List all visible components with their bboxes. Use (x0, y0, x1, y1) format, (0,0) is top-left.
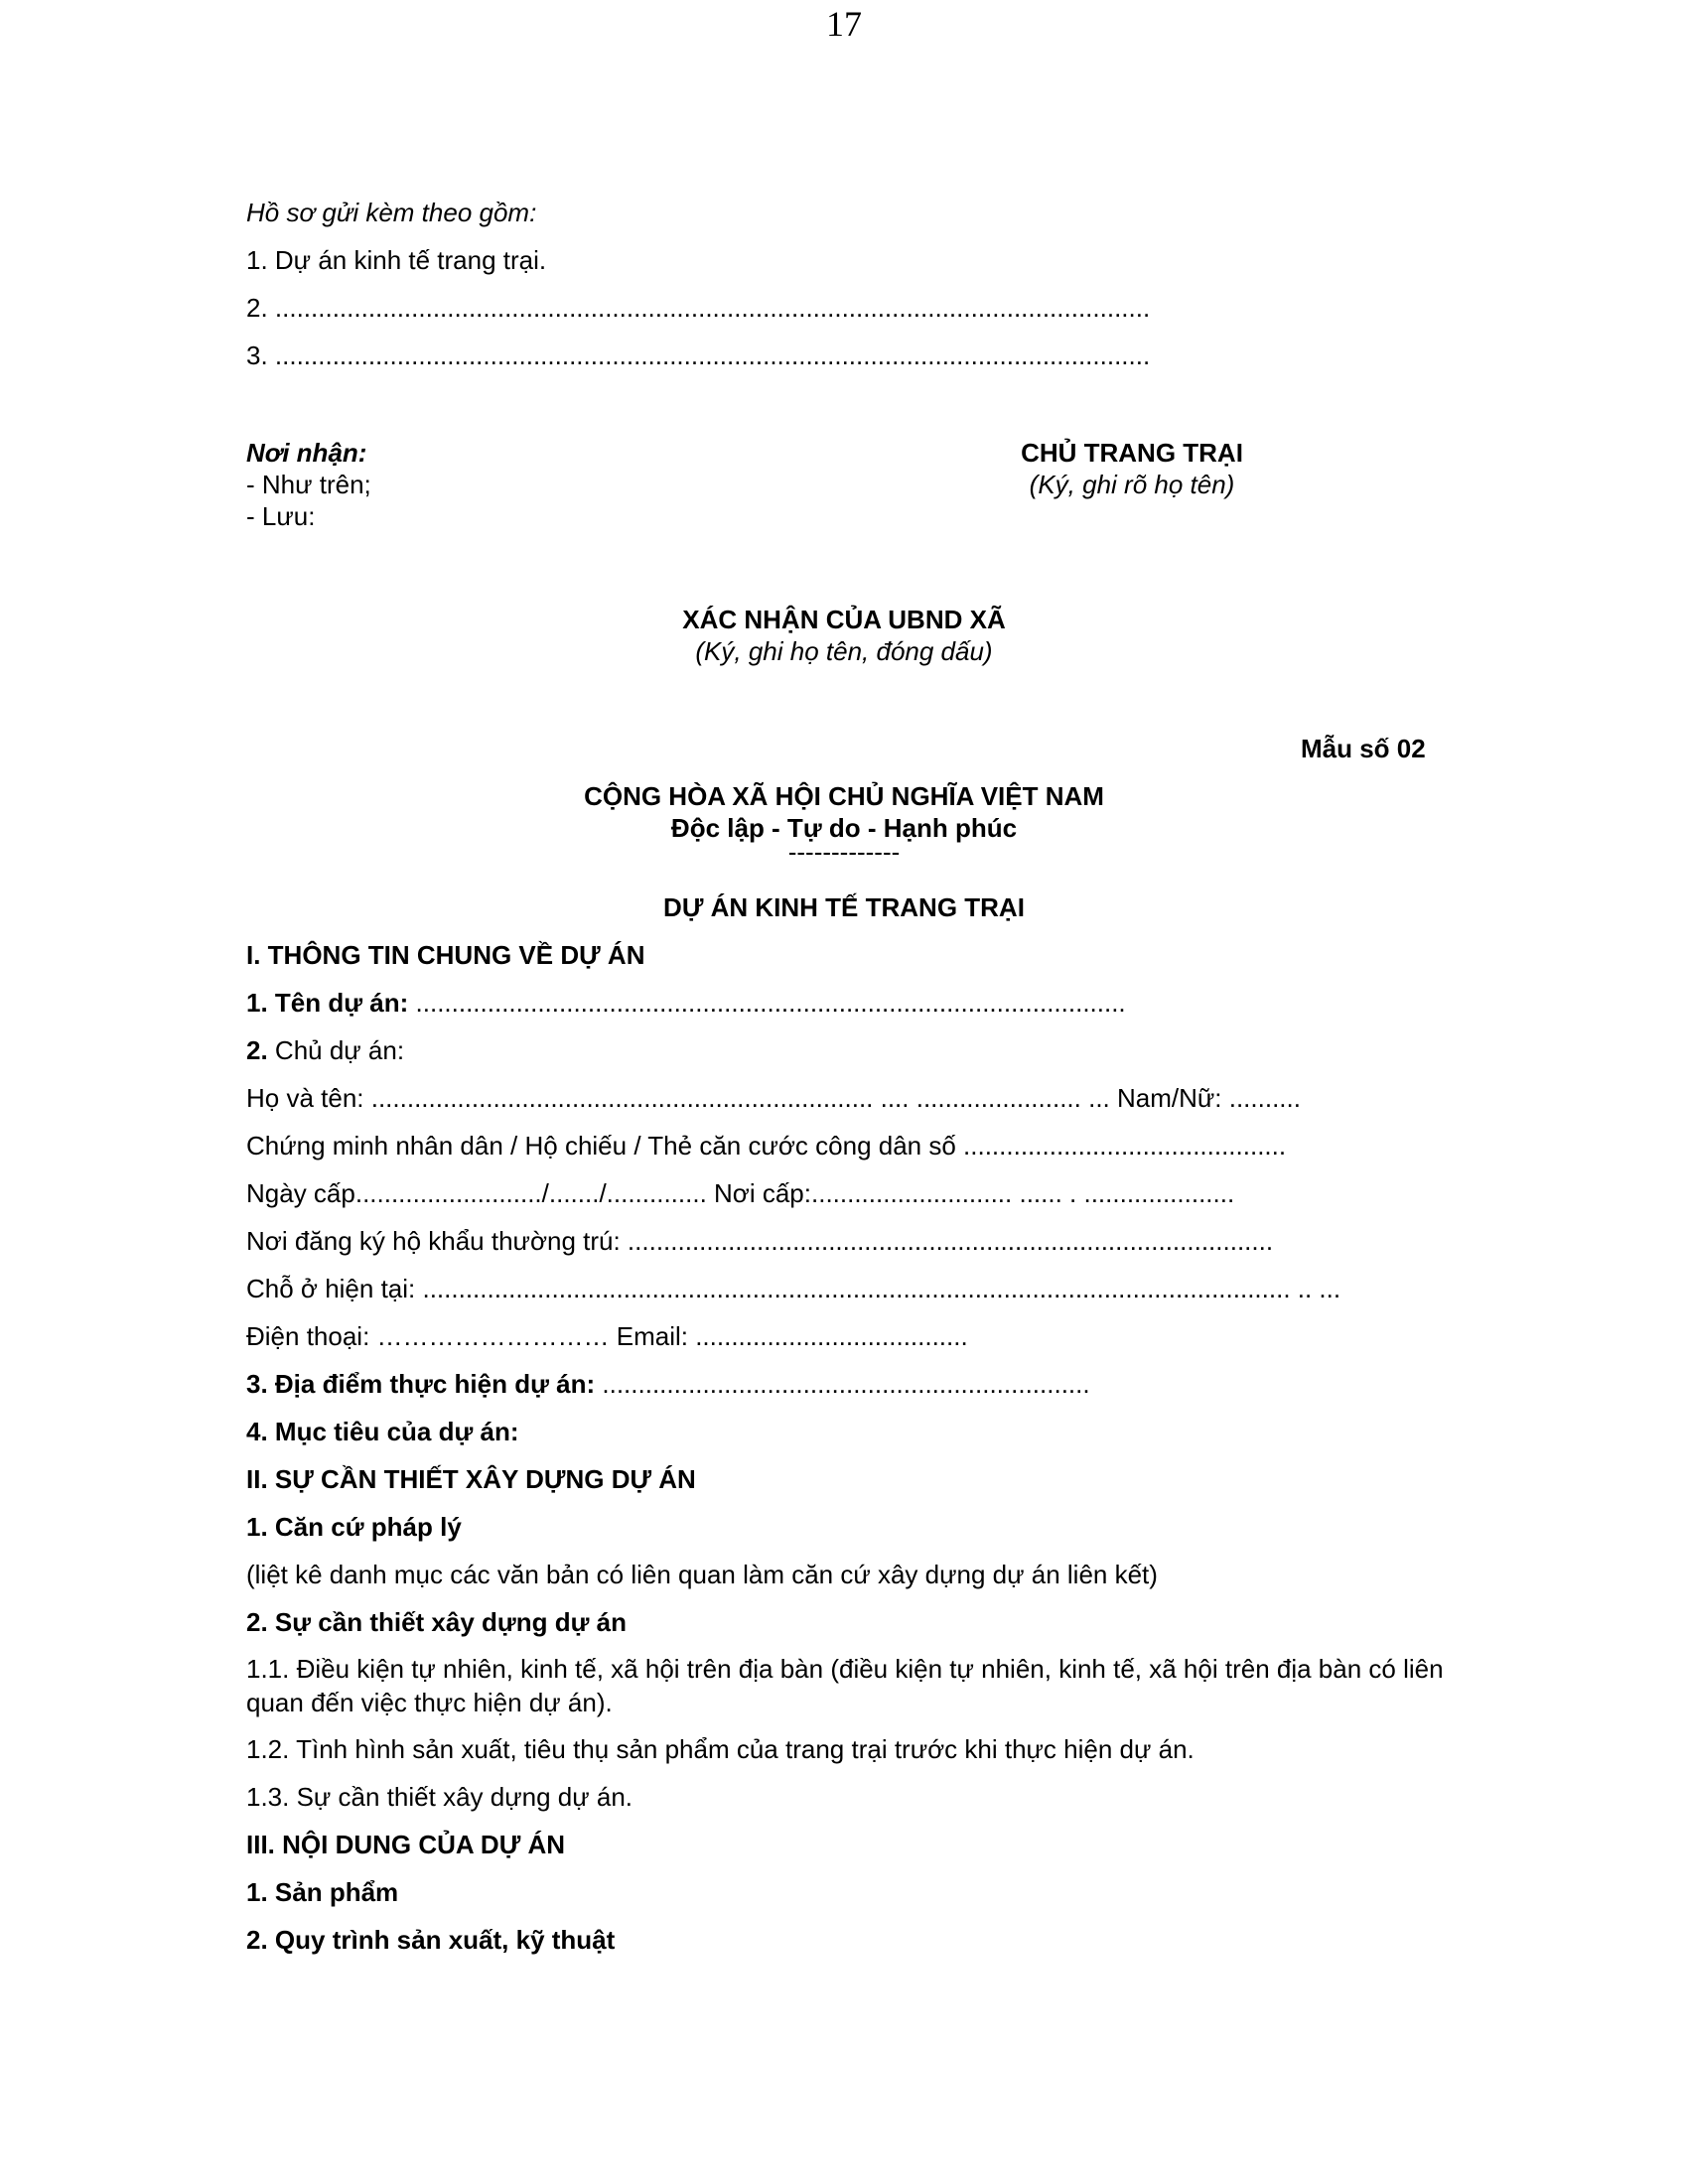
project-name-dots: ................................................................................................... (408, 988, 1126, 1018)
owner-signature-title: CHỦ TRANG TRẠI (1021, 438, 1243, 468)
section-2-heading: II. SỰ CẦN THIẾT XÂY DỰNG DỰ ÁN (246, 1464, 696, 1494)
item-1-3: 1.3. Sự cần thiết xây dựng dự án. (246, 1782, 633, 1812)
issue-field: Ngày cấp........................../......./.............. Nơi cấp:............................ ...... . ..................... (246, 1178, 1235, 1208)
project-owner-label: Chủ dự án: (267, 1035, 405, 1065)
commune-confirmation-title: XÁC NHẬN CỦA UBND XÃ (682, 605, 1006, 634)
project-name-line (246, 987, 1126, 1019)
residence-field: Nơi đăng ký hộ khẩu thường trú: .......................................................................................... (246, 1226, 1274, 1256)
section-1-heading: I. THÔNG TIN CHUNG VỀ DỰ ÁN (246, 940, 645, 970)
page-number: 17 (826, 4, 862, 44)
process-heading: 2. Quy trình sản xuất, kỹ thuật (246, 1925, 616, 1955)
attachment-item-1: 1. Dự án kinh tế trang trại. (246, 245, 547, 275)
legal-basis-heading: 1. Căn cứ pháp lý (246, 1512, 462, 1542)
recipients-heading: Nơi nhận: (246, 438, 367, 468)
necessity-heading: 2. Sự cần thiết xây dựng dự án (246, 1607, 628, 1637)
section-3-heading: III. NỘI DUNG CỦA DỰ ÁN (246, 1830, 566, 1859)
item-1-1: 1.1. Điều kiện tự nhiên, kinh tế, xã hội trên địa bàn (điều kiện tự nhiên, kinh tế, xã hội trên địa bàn có liên quan đến việc thực hiện dự án). (246, 1654, 1444, 1717)
project-location-line (246, 1368, 1090, 1400)
attachment-item-2: 2. .......................................................................................................................... (246, 293, 1151, 323)
project-objective: 4. Mục tiêu của dự án: (246, 1417, 519, 1446)
project-location-dots: .................................................................... (595, 1369, 1090, 1399)
attachment-item-3: 3. .......................................................................................................................... (246, 341, 1151, 370)
item-1-2: 1.2. Tình hình sản xuất, tiêu thụ sản phẩm của trang trại trước khi thực hiện dự án. (246, 1734, 1195, 1764)
national-country: CỘNG HÒA XÃ HỘI CHỦ NGHĨA VIỆT NAM (584, 781, 1104, 811)
attachments-heading: Hồ sơ gửi kèm theo gồm: (246, 198, 537, 227)
current-address-field: Chỗ ở hiện tại: ......................................................................................................................... .. ... (246, 1274, 1341, 1303)
form-number: Mẫu số 02 (1301, 734, 1426, 763)
commune-confirmation-note: (Ký, ghi họ tên, đóng dấu) (695, 636, 993, 666)
id-number-field: Chứng minh nhân dân / Hộ chiếu / Thẻ căn cước công dân số ............................................. (246, 1131, 1287, 1160)
project-owner-line (246, 1034, 404, 1066)
products-heading: 1. Sản phẩm (246, 1877, 399, 1907)
recipient-line-2: - Lưu: (246, 501, 316, 531)
fullname-field: Họ và tên: ...................................................................... .... ....................... ... Nam/Nữ: .......... (246, 1083, 1301, 1113)
project-location-label: 3. Địa điểm thực hiện dự án: (246, 1369, 596, 1399)
recipient-line-1: - Như trên; (246, 470, 371, 499)
project-name-label: 1. Tên dự án: (246, 988, 409, 1018)
project-owner-number: 2. (246, 1035, 268, 1065)
legal-basis-note: (liệt kê danh mục các văn bản có liên quan làm căn cứ xây dựng dự án liên kết) (246, 1560, 1158, 1589)
owner-signature-note: (Ký, ghi rõ họ tên) (1029, 470, 1235, 499)
document-title: DỰ ÁN KINH TẾ TRANG TRẠI (663, 892, 1025, 922)
phone-email-field: Điện thoại: ……………………… Email: ...................................... (246, 1321, 968, 1351)
national-separator: ------------- (787, 837, 901, 867)
national-motto: Độc lập - Tự do - Hạnh phúc (670, 813, 1018, 843)
